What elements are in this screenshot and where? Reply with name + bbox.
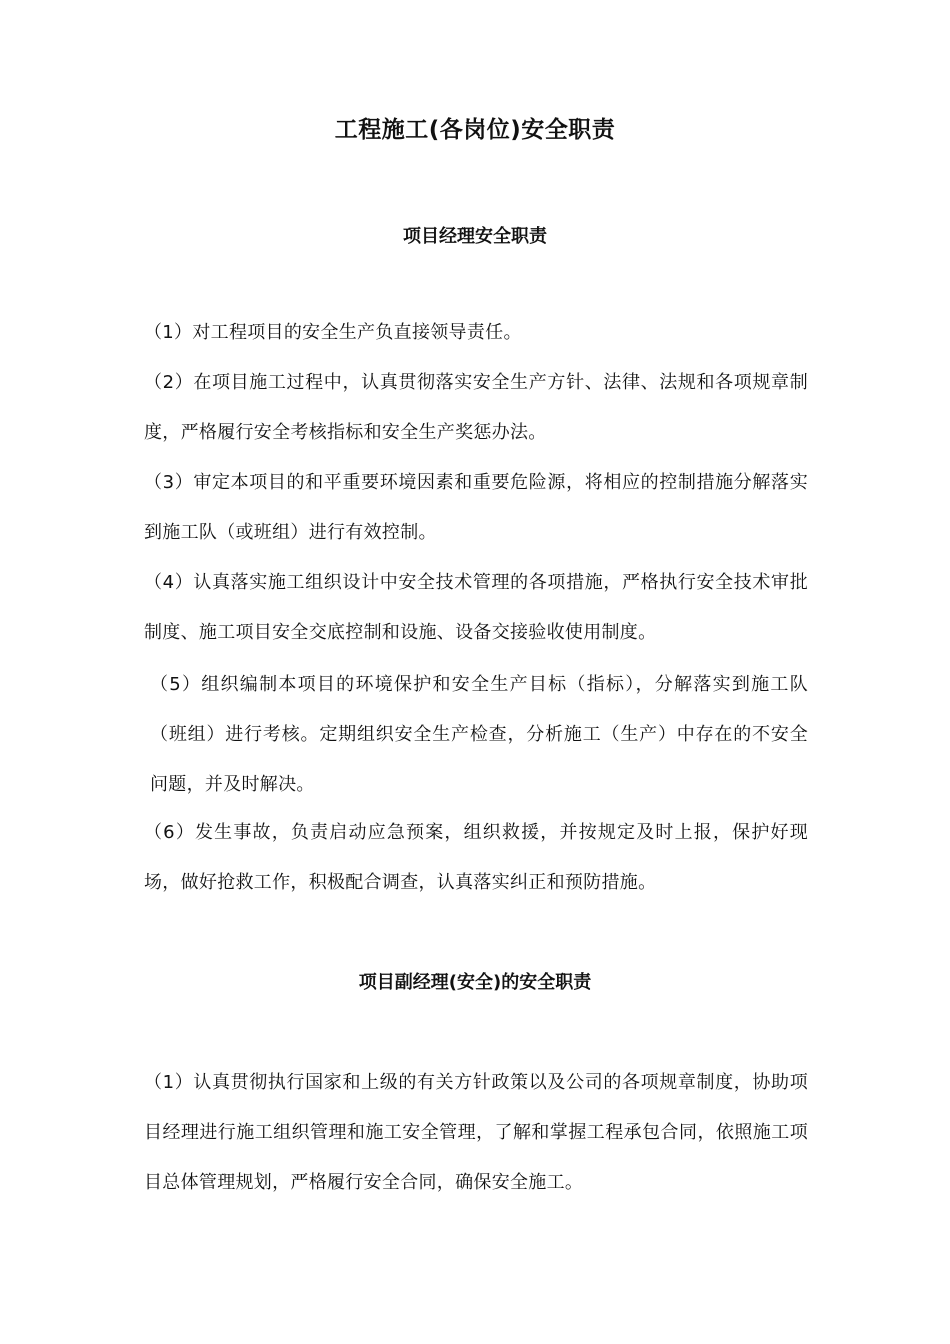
document-title: 工程施工(各岗位)安全职责	[334, 117, 616, 143]
section-heading-project-manager: 项目经理安全职责	[403, 226, 547, 247]
paragraph-item: （4）认真落实施工组织设计中安全技术管理的各项措施，严格执行安全技术审批制度、施工项目安全交底控制和设施、设备交接验收使用制度。	[144, 572, 808, 643]
paragraph-item: （1）认真贯彻执行国家和上级的有关方针政策以及公司的各项规章制度，协助项目经理进行施工组织管理和施工安全管理，了解和掌握工程承包合同，依照施工项目总体管理规划，严格履行安全合同，确保安全施工。	[144, 1072, 808, 1193]
section-heading-deputy-manager-safety: 项目副经理(安全)的安全职责	[358, 972, 592, 993]
paragraph-item: （6）发生事故，负责启动应急预案，组织救援，并按规定及时上报，保护好现场，做好抢救工作，积极配合调查，认真落实纠正和预防措施。	[144, 822, 808, 893]
paragraph-item: （1）对工程项目的安全生产负直接领导责任。	[144, 322, 522, 343]
paragraph-item: （2）在项目施工过程中，认真贯彻落实安全生产方针、法律、法规和各项规章制度，严格履行安全考核指标和安全生产奖惩办法。	[144, 372, 808, 443]
paragraph-item: （3）审定本项目的和平重要环境因素和重要危险源，将相应的控制措施分解落实到施工队（或班组）进行有效控制。	[144, 472, 808, 543]
paragraph-item: （5）组织编制本项目的环境保护和安全生产目标（指标），分解落实到施工队（班组）进行考核。定期组织安全生产检查，分析施工（生产）中存在的不安全问题，并及时解决。	[150, 674, 808, 795]
